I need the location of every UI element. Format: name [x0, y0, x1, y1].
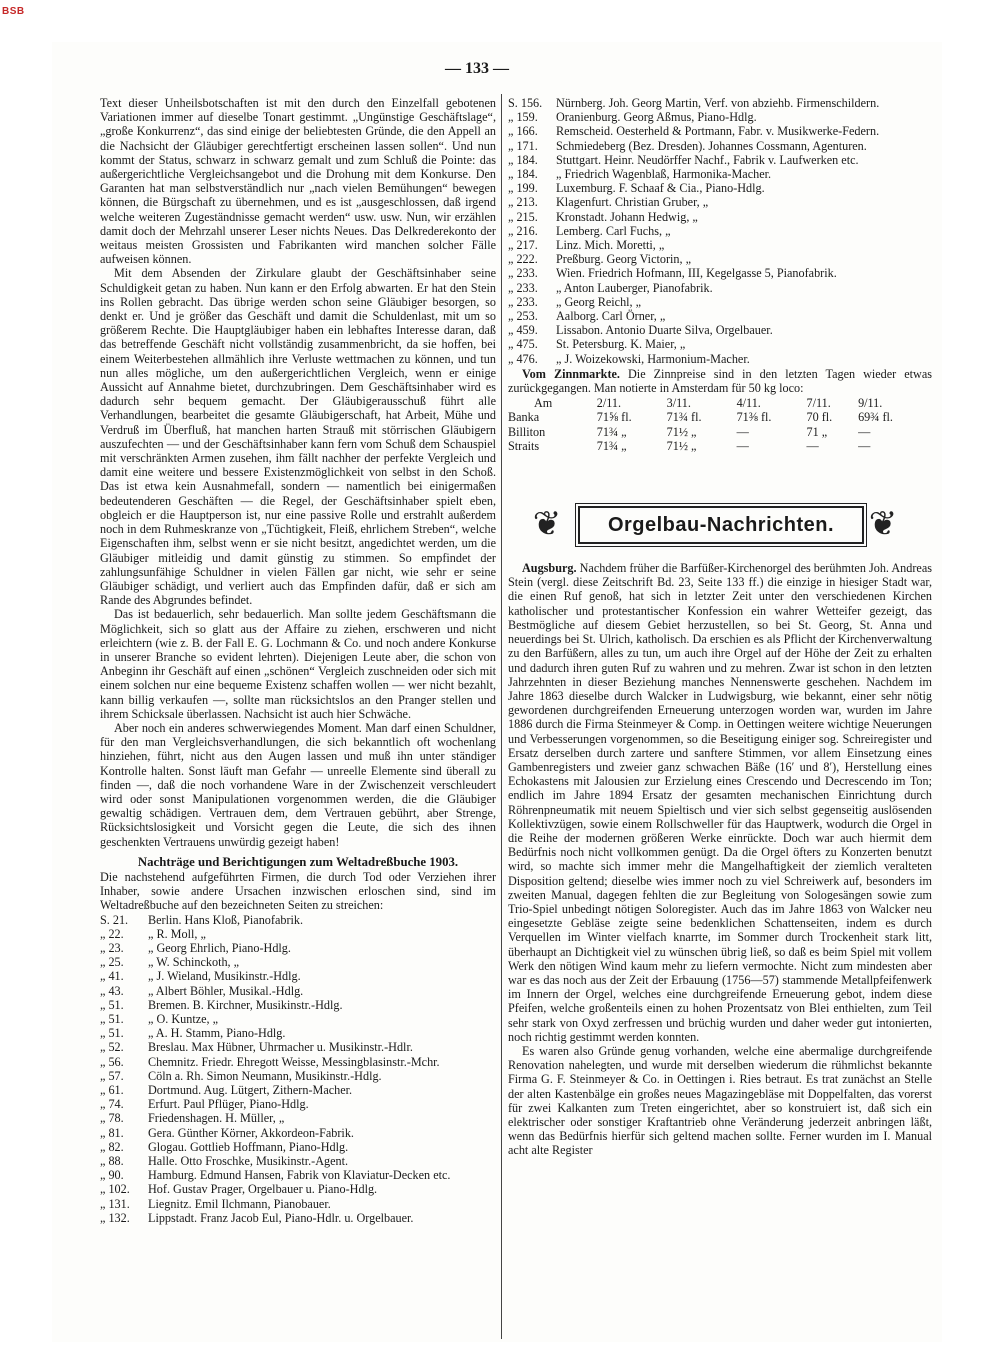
right-column: [508, 96, 932, 1158]
list-item: [100, 984, 496, 998]
firm-entry: Lippstadt. Franz Jacob Eul, Piano-Hdlr. u. Orgelbauer.: [148, 1210, 414, 1225]
page-ref: „ 51.: [100, 1026, 124, 1041]
firm-entry: Breslau. Max Hübner, Uhrmacher u. Musikinstr.-Hdlr.: [148, 1040, 413, 1055]
paragraph: Aber noch ein anderes schwerwiegendes Moment. Man darf einen Schuldner, für den man Vergleichsverhandlungen, die sich bekanntlich oft wochenlang hinziehen, führt, nicht aus den Augen lassen und muß ihn unter ständiger Kontrolle halten. Sonst läuft man Gefahr — unreelle Elemente sind überall zu finden —, daß die noch vorhandene Ware in der Zwischenzeit verschleudert wird oder sonst Manipulationen vorgenommen werden, die die Gläubiger gewaltig schädigen. Vertrauen dem, dem Vertrauen gebührt, aber Strenge, Rücksichtslosigkeit und Vorsicht gegen die Leute, die sich des ihnen geschenkten Vertrauens unwürdig gezeigt haben!: [100, 720, 496, 849]
page-ref: „ 217.: [508, 238, 538, 253]
firm-entry: Nürnberg. Joh. Georg Martin, Verf. von abziehb. Firmenschildern.: [556, 96, 880, 110]
list-item: [508, 195, 932, 209]
page-ref: „ 233.: [508, 280, 538, 295]
page-ref: „ 61.: [100, 1083, 124, 1098]
list-item: [100, 1055, 496, 1069]
page-ref: „ 213.: [508, 195, 538, 210]
bsb-watermark: BSB: [2, 6, 25, 17]
list-item: [508, 309, 932, 323]
list-item: [100, 1126, 496, 1140]
page-ref: „ 52.: [100, 1040, 124, 1055]
page-ref: „ 216.: [508, 223, 538, 238]
page-ref: „ 78.: [100, 1111, 124, 1126]
table-cell: —: [806, 438, 819, 453]
list-item: [508, 337, 932, 351]
left-column: [100, 96, 496, 1225]
table-cell: Billiton: [508, 424, 546, 439]
firm-entry: „ W. Schinckoth, „: [148, 955, 240, 970]
list-item: [508, 124, 932, 138]
paragraph-text: Es waren also Gründe genug vorhanden, welche eine abermalige durchgreifende Renovation nahelegten, und wurde mit derselben wiederum die rühmlichst bekannte Firma G. F. Steinmeyer & Co. in Oettingen i. Ries betraut. Es trat zunächst an Stelle der alten Kastenbälge ein großes neues Magazingebläse mit Doppelfalten, das vorerst für zwei Kalkanten zum Treten eingerichtet, aber so konstruiert ist, daß sich ein elektrischer oder sonstiger Kraftantrieb ohne Veränderung jederzeit anbringen läßt, wenn das Bedürfnis hierfür sich geltend machen sollte. Ferner wurden im I. Manual acht alte Register: [508, 1043, 932, 1158]
firm-entry: Remscheid. Oesterheld & Portmann, Fabr. v. Musikwerke-Federn.: [556, 124, 880, 139]
page-ref: „ 199.: [508, 181, 538, 196]
firm-entry: Linz. Mich. Moretti, „: [556, 238, 665, 253]
table-header-cell: 2/11.: [596, 396, 622, 411]
ornament-right-icon: ❦: [868, 506, 898, 544]
page-ref: „ 184.: [508, 152, 538, 167]
zinn-paragraph: [508, 367, 932, 395]
page-ref: „ 56.: [100, 1054, 124, 1069]
firm-entry: Cöln a. Rh. Simon Neumann, Musikinstr.-Hdlg.: [148, 1068, 382, 1083]
zinn-text: Die Zinnpreise sind in den letzten Tagen wieder etwas zurückgegangen. Man notierte in Amsterdam für 50 kg loco:: [508, 366, 933, 396]
list-item: [508, 224, 932, 238]
page-ref: „ 22.: [100, 926, 124, 941]
firm-entry: „ O. Kuntze, „: [148, 1012, 219, 1026]
page-ref: „ 166.: [508, 124, 538, 139]
page-ref: „ 171.: [508, 138, 538, 153]
page-ref: „ 233.: [508, 294, 538, 309]
table-cell: —: [858, 438, 871, 453]
table-cell: Straits: [508, 438, 540, 453]
page-ref: S. 21.: [100, 912, 129, 927]
list-item: [100, 941, 496, 955]
page-ref: „ 476.: [508, 351, 538, 366]
page-ref: „ 132.: [100, 1210, 130, 1225]
firm-entry: Friedenshagen. H. Müller, „: [148, 1111, 285, 1126]
firm-entry: Dortmund. Aug. Lütgert, Zithern-Macher.: [148, 1083, 353, 1098]
firm-entry: „ Georg Reichl, „: [556, 294, 642, 309]
page-ref: „ 57.: [100, 1068, 124, 1083]
firm-entry: Hof. Gustav Prager, Orgelbauer u. Piano-Hdlg.: [148, 1182, 378, 1197]
table-cell: Banka: [508, 410, 540, 425]
firm-entry: Kronstadt. Johann Hedwig, „: [556, 209, 698, 224]
paragraph-text: Nachdem früher die Barfüßer-Kirchenorgel des berühmten Joh. Andreas Stein (vergl. diese Zeitschrift Bd. 23, Seite 133 ff.) die einzige in hiesiger Stadt war, die einen Ruf genoß, hat sich in letzter Zeit unter den verschiedenen Kirchen katholischer und protestantischer Konfession ein wahrer Wetteifer gezeigt, das Bestmögliche auf diesem Gebiet herzustellen, so bei St. Georg, St. Anna und neuerdings bei St. Ulrich, katholisch. Da erschien es als Pflicht der Kirchenverwaltung zu den Barfüßern, alles zu tun, um auch ihre Orgel auf der Höhe der Zeit zu erhalten und dadurch ihren guten Ruf zu wahren und zu mehren. Zwar ist schon in den letzten Jahrzehnten in dieser Beziehung manches Nennenswerte geschehen. Nachdem im Jahre 1863 dieselbe durch Walcker in Ludwigsburg, wie bekannt, einer sehr nötig gewordenen durchgreifenden Erneuerung unterzogen worden war, wurden im Jahre 1886 durch die Firma Steinmeyer & Comp. in Oettingen weitere wichtige Neuerungen und Verbesserungen vorgenommen, so die Beseitigung einiger sog. Schreiregister und Ersatz derselben durch zartere und sanftere Stimmen, vor allem Einsetzung eines Gambenregisters und zweier ganz schwachen Bäße (16′ und 8′), Herstellung eines Echokastens mit Jalousien zur Erzielung eines Crescendo und Decrescendo im Ton; endlich im Jahre 1894 Ersatz der gesamten mechanischen Einrichtung durch Röhrenpneumatik mit neuem Spieltisch und vier sich selbst gegenseitig auslösenden Kollektivzügen, sowie einem Rollschweller für das Hauptwerk, wodurch die Orgel in die Reihe der modernen größeren Werke einrückte. Doch war auch hiermit dem Bedürfnis noch nicht vollkommen genügt. Da die Orgel öfters zu Konzerten benutzt wird, so machte sich immer mehr die Mangelhaftigkeit der ziemlich veralteten Disposition geltend; dieselbe wies immer noch zu viel Schreiwerk auf, besonders im zweiten Manual, dagegen fehlten die zur Begleitung von Sologesängen sowie zum Trio-Spiel unbedingt nötigen Soloregister. Auch das im Jahre 1863 von Walcker neu eingesetzte Gebläse zeigte seine bedenklichen Schattenseiten, indem es durch Verquellen im Winter vielfach knarrte, im Sommer durch Trockenheit stark litt, überhaupt an Dichtigkeit viel zu wünschen übrig ließ, so daß es beim Spiel mit vollem Werk den nötigen Wind kaum mehr zu liefern vermochte. Nicht zum mindesten aber war es das noch aus der Zeit der Erbauung (1756—57) stammende Metallpfeifenwerk im Innern der Orgel, welches eine durchgreifende Erneuerung gebot, indem diese Pfeifen, welche großenteils einen zu hohen Prozentsatz von Blei enthielten, zum Teil sehr stark von Oxyd zerfressen und brüchig wurden und daher weder gut intonierten, noch richtig gestimmt werden konnten.: [508, 561, 932, 1044]
page-ref: „ 51.: [100, 997, 124, 1012]
table-cell: 71½ „: [666, 438, 697, 453]
firm-entry: Luxemburg. F. Schaaf & Cia., Piano-Hdlg.: [556, 181, 765, 196]
nachtraege-intro: Die nachstehend aufgeführten Firmen, die durch Tod oder Verziehen ihrer Inhaber, sowie andere Ursachen inzwischen erloschen sind, sind im Weltadreßbuche auf den bezeichneten Seiten zu streichen:: [100, 869, 496, 913]
page-ref: „ 131.: [100, 1196, 130, 1211]
list-item: [508, 181, 932, 195]
list-item: [508, 252, 932, 266]
page-ref: „ 88.: [100, 1154, 124, 1169]
table-row: [508, 425, 928, 439]
list-item: [100, 1211, 496, 1225]
firm-entry: „ A. H. Stamm, Piano-Hdlg.: [148, 1026, 286, 1041]
list-item: [508, 281, 932, 295]
firm-entry: Wien. Friedrich Hofmann, III, Kegelgasse 5, Pianofabrik.: [556, 266, 837, 281]
table-cell: —: [858, 424, 871, 439]
table-header-cell: 9/11.: [858, 396, 883, 411]
page-ref: „ 23.: [100, 940, 124, 955]
ornament-left-icon: ❦: [532, 506, 562, 544]
table-cell: 69¾ fl.: [858, 410, 893, 425]
removal-list-continued: [508, 96, 932, 366]
firm-entry: St. Petersburg. K. Maier, „: [556, 337, 686, 352]
city-name: Augsburg.: [522, 561, 577, 576]
page-ref: „ 159.: [508, 110, 538, 125]
firm-entry: „ R. Moll, „: [148, 926, 206, 941]
table-cell: 71¾ „: [596, 424, 627, 439]
list-item: [100, 1069, 496, 1083]
orgelbau-banner: [508, 503, 932, 547]
list-item: [508, 96, 932, 110]
column-divider: [501, 94, 502, 1339]
list-item: [100, 1168, 496, 1182]
list-item: [100, 1154, 496, 1168]
page-ref: „ 90.: [100, 1168, 124, 1183]
list-item: [100, 1197, 496, 1211]
table-header-cell: 4/11.: [736, 396, 761, 411]
firm-entry: Schmiedeberg (Bez. Dresden). Johannes Cossmann, Agenturen.: [556, 138, 867, 153]
table-cell: 71 „: [806, 424, 828, 439]
table-header-cell: 7/11.: [806, 396, 831, 411]
page-ref: „ 25.: [100, 955, 124, 970]
page-ref: „ 253.: [508, 309, 538, 324]
page-ref: „ 41.: [100, 969, 124, 984]
table-cell: —: [736, 438, 749, 453]
nachtraege-heading: Nachträge und Berichtigungen zum Weltadreßbuche 1903.: [137, 854, 459, 869]
list-item: [100, 1083, 496, 1097]
firm-entry: Hamburg. Edmund Hansen, Fabrik von Klaviatur-Decken etc.: [148, 1168, 451, 1183]
page-ref: „ 475.: [508, 337, 538, 352]
list-item: [508, 167, 932, 181]
firm-entry: Oranienburg. Georg Aßmus, Piano-Hdlg.: [556, 110, 757, 125]
orgel-paragraph: [508, 1044, 932, 1158]
table-header-cell: Am: [534, 396, 553, 411]
list-item: [100, 1111, 496, 1125]
firm-entry: „ J. Wieland, Musikinstr.-Hdlg.: [148, 969, 301, 984]
page-ref: S. 156.: [508, 96, 543, 110]
list-item: [100, 1012, 496, 1026]
list-item: [100, 1182, 496, 1196]
table-row: [508, 410, 928, 424]
firm-entry: „ Albert Böhler, Musikal.-Hdlg.: [148, 983, 304, 998]
paragraph: Das ist bedauerlich, sehr bedauerlich. Man sollte jedem Geschäftsmann die Möglichkeit, sich so glatt aus der Affaire zu ziehen, erschweren und nicht erleichtern (wie z. B. der Fall E. G. Lochmann & Co. und noch andere Konkurse in unserer Branche so evident lehrten). Diejenigen Leute aber, die schon von Anbeginn ihr Geschäft auf einen „schönen“ Vergleich zuschneiden oder sich mit einem solchen nur eine bequeme Existenz schaffen wollen — wer nicht bezahlt, kann billig verkaufen —, sollte man rücksichtslos an den Pranger stellen und ihrem Schicksale überlassen. Nachsicht ist auch hier Schwäche.: [100, 607, 496, 721]
list-item: [100, 998, 496, 1012]
table-cell: 71½ „: [666, 424, 697, 439]
firm-entry: Halle. Otto Froschke, Musikinstr.-Agent.: [148, 1154, 349, 1169]
firm-entry: Stuttgart. Heinr. Neudörffer Nachf., Fabrik v. Laufwerken etc.: [556, 152, 859, 167]
table-cell: —: [736, 424, 749, 439]
page-ref: „ 233.: [508, 266, 538, 281]
list-item: [100, 1026, 496, 1040]
removal-list: [100, 913, 496, 1225]
list-item: [508, 210, 932, 224]
list-item: [508, 153, 932, 167]
table-header-cell: 3/11.: [666, 396, 691, 411]
table-header-row: [508, 396, 928, 410]
page-ref: „ 184.: [508, 167, 538, 182]
list-item: [508, 238, 932, 252]
firm-entry: „ Georg Ehrlich, Piano-Hdlg.: [148, 940, 291, 955]
table-cell: 71⅜ fl.: [736, 410, 772, 425]
page-number: — 133 —: [445, 60, 509, 77]
list-item: [508, 110, 932, 124]
firm-entry: Aalborg. Carl Örner, „: [556, 309, 666, 324]
list-item: [100, 955, 496, 969]
list-item: [100, 1097, 496, 1111]
firm-entry: „ Anton Lauberger, Pianofabrik.: [556, 280, 713, 295]
page-ref: „ 51.: [100, 1012, 124, 1026]
page-ref: „ 459.: [508, 323, 538, 338]
firm-entry: „ Friedrich Wagenblaß, Harmonika-Macher.: [556, 167, 772, 182]
paragraph: Text dieser Unheilsbotschaften ist mit den durch den Einzelfall gebotenen Variationen immer auf dieselbe Tonart gestimmt. „Ungünstige Geschäftslage“, „große Konkurrenz“, das sind einige der beliebtesten Gründe, die den Appell an die Nachsicht der Gläubiger gerechtfertigt erscheinen lassen sollen“. Und nun kommt der Status, schwarz in schwarz gemalt und zum Schluß die Pointe: das außergerichtliche Vergleichsangebot und die Drohung mit dem Konkurse. Den Garanten hat man selbstverständlich nur „nach vielen Bemühungen“ bewegen können, die Bürgschaft zu übernehmen, und es ist „ausgeschlossen, daß irgend welche weiteren Zugeständnisse gemacht werden“ usw. usw. Nun, wir erzählen damit doch der Mehrzahl unserer Leser nichts Neues. Das Delkrederekonto der weitaus meisten Grossisten und Fabrikanten wird manchen solcher Fälle aufweisen können.: [100, 96, 496, 267]
firm-entry: Gera. Günther Körner, Akkordeon-Fabrik.: [148, 1125, 354, 1140]
firm-entry: Lissabon. Antonio Duarte Silva, Orgelbauer.: [556, 323, 773, 338]
table-cell: 71¾ „: [596, 438, 627, 453]
orgel-paragraph: [508, 561, 932, 1044]
list-item: [508, 266, 932, 280]
list-item: [100, 913, 496, 927]
firm-entry: Bremen. B. Kirchner, Musikinstr.-Hdlg.: [148, 997, 343, 1012]
firm-entry: „ J. Woizekowski, Harmonium-Macher.: [556, 351, 750, 366]
zinn-title: Vom Zinnmarkte.: [522, 366, 620, 381]
page-ref: „ 81.: [100, 1125, 124, 1140]
list-item: [508, 352, 932, 366]
table-cell: 71⅝ fl.: [596, 410, 632, 425]
list-item: [508, 323, 932, 337]
firm-entry: Berlin. Hans Kloß, Pianofabrik.: [148, 912, 304, 927]
firm-entry: Lemberg. Carl Fuchs, „: [556, 223, 671, 238]
firm-entry: Glogau. Gottlieb Hoffmann, Piano-Hdlg.: [148, 1139, 349, 1154]
firm-entry: Preßburg. Georg Victorin, „: [556, 252, 692, 267]
table-cell: 71¾ fl.: [666, 410, 702, 425]
page-ref: „ 215.: [508, 209, 538, 224]
list-item: [100, 969, 496, 983]
page-ref: „ 74.: [100, 1097, 124, 1112]
list-item: [100, 927, 496, 941]
tin-price-table: [508, 396, 928, 453]
table-row: [508, 439, 928, 453]
paragraph: Mit dem Absenden der Zirkulare glaubt der Geschäftsinhaber seine Schuldigkeit getan zu haben. Nun kann er den Erfolg abwarten. Er hat den Stein ins Rollen gebracht. Das übrige werden schon seine Gläubiger besorgen, so denkt er. Und je größer das Geschäft und damit die Schuldenlast, mit um so größerem Rechte. Die Hauptgläubiger haben ein lebhaftes Interesse daran, daß das betreffende Geschäft nicht vollständig zusammenbricht, da sie hoffen, bei einem Weiterbestehen allmählich ihre Verluste wettmachen zu können, und tun nun alles mögliche, um den außergerichtlichen Vergleich, wenn er einige Aussicht auf Annahme bietet, durchzubringen. Dem Geschäftsinhaber wird es dadurch sehr bequem gemacht. Der Gläubigerausschuß führt alle Verhandlungen, bearbeitet die gesamte Gläubigerschaft, hat Arbeit, Mühe und Verdruß im Überfluß, hat manchen harten Strauß mit störrischen Gläubigern auszufechten — und der Geschäftsinhaber kann fern vom Schuß dem Schauspiel mit verschränkten Armen zusehen, ihm fällt nachher der perfekte Vergleich und damit eine weitere und bessere Existenzmöglichkeit von selbst in den Schoß. Das ist etwa kein Ausnahmefall, sondern — namentlich bei einigermaßen bedeutenderen Geschäften — die Regel, der Geschäftsinhaber spielt eben, obgleich er die Hauptperson ist, nur eine passive Rolle und erstrahlt außerdem noch in dem Ruhmeskranze von „Tüchtigkeit, Fleiß, ehrlichem Streben“, welche Eigenschaften ihm, selbst wenn er sie nicht besitzt, angedichtet werden, um die Gläubiger mitleidig und damit günstig zu stimmen. So empfindet der zahlungsunfähige Schuldner in vielen Fällen gar nicht, wie sehr er seine Gläubiger schädigt, und verliert auch das Empfinden dafür, daß er sich am Rande des Abgrundes befindet.: [100, 266, 496, 608]
firm-entry: Liegnitz. Emil Ilchmann, Pianobauer.: [148, 1196, 331, 1211]
page-ref: „ 43.: [100, 983, 124, 998]
firm-entry: Chemnitz. Friedr. Ehregott Weisse, Messingblasinstr.-Mchr.: [148, 1054, 440, 1069]
list-item: [508, 295, 932, 309]
firm-entry: Erfurt. Paul Pflüger, Piano-Hdlg.: [148, 1097, 309, 1112]
firm-entry: Klagenfurt. Christian Gruber, „: [556, 195, 709, 210]
list-item: [508, 139, 932, 153]
page-ref: „ 102.: [100, 1182, 130, 1197]
banner-title: Orgelbau-Nachrichten.: [578, 506, 864, 544]
table-cell: 70 fl.: [806, 410, 833, 425]
list-item: [100, 1140, 496, 1154]
page-ref: „ 222.: [508, 252, 538, 267]
list-item: [100, 1040, 496, 1054]
page-ref: „ 82.: [100, 1139, 124, 1154]
